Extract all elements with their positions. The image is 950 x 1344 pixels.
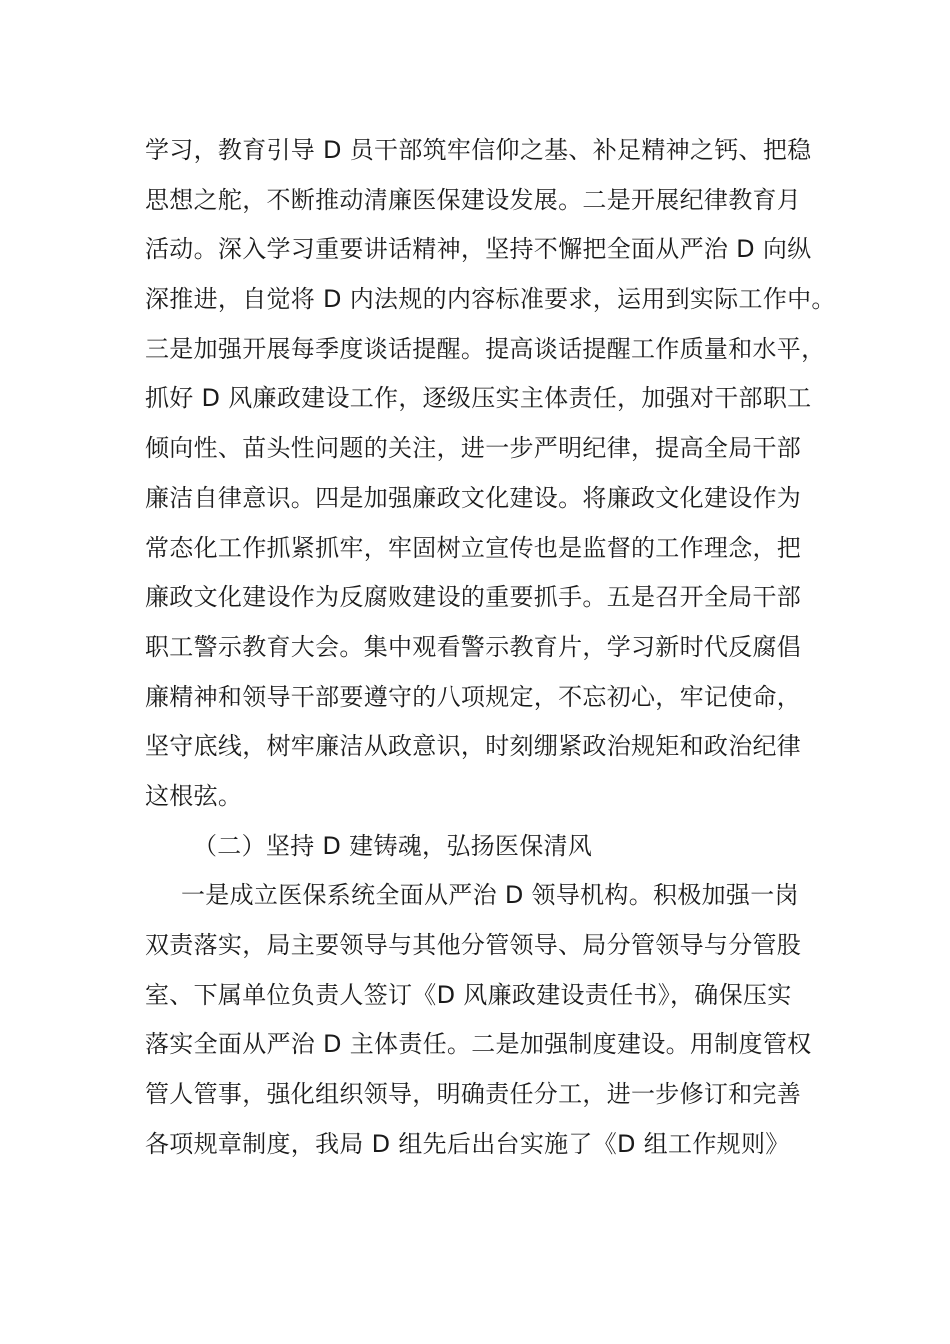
text-line: 学习，教育引导 D 员干部筑牢信仰之基、补足精神之钙、把稳 [145,136,812,164]
section-heading: （二）坚持 D 建铸魂，弘扬医保清风 [193,831,593,860]
text-line: 职工警示教育大会。集中观看警示教育片，学习新时代反腐倡 [145,632,802,661]
text-line: 坚守底线，树牢廉洁从政意识，时刻绷紧政治规矩和政治纪律 [145,732,802,761]
text-line: 各项规章制度，我局 D 组先后出台实施了《D 组工作规则》 [145,1129,790,1158]
text-line: 三是加强开展每季度谈话提醒。提高谈话提醒工作质量和水平， [145,334,826,363]
text-line: 深推进，自觉将 D 内法规的内容标准要求，运用到实际工作中。 [145,285,836,314]
text-line: 思想之舵，不断推动清廉医保建设发展。二是开展纪律教育月 [145,185,802,214]
text-line: 廉精神和领导干部要遵守的八项规定，不忘初心，牢记使命， [145,682,802,711]
text-line: 落实全面从严治 D 主体责任。二是加强制度建设。用制度管权 [145,1030,812,1059]
text-line: 抓好 D 风廉政建设工作，逐级压实主体责任，加强对干部职工 [145,384,812,413]
text-line: 双责落实，局主要领导与其他分管领导、局分管领导与分管股 [145,931,802,959]
text-line: 一是成立医保系统全面从严治 D 领导机构。积极加强一岗 [181,881,799,910]
text-line: 倾向性、苗头性问题的关注，进一步严明纪律，提高全局干部 [145,434,802,463]
text-line: 廉洁自律意识。四是加强廉政文化建设。将廉政文化建设作为 [145,483,802,512]
text-line: 廉政文化建设作为反腐败建设的重要抓手。五是召开全局干部 [145,583,802,612]
text-line: 这根弦。 [145,781,243,810]
text-line: 常态化工作抓紧抓牢，牢固树立宣传也是监督的工作理念，把 [145,533,802,562]
text-line: 管人管事，强化组织领导，明确责任分工，进一步修订和完善 [145,1080,802,1109]
document-body [145,126,835,1169]
text-line: 室、下属单位负责人签订《D 风廉政建设责任书》，确保压实 [145,980,792,1009]
text-line: 活动。深入学习重要讲话精神，坚持不懈把全面从严治 D 向纵 [145,235,812,264]
